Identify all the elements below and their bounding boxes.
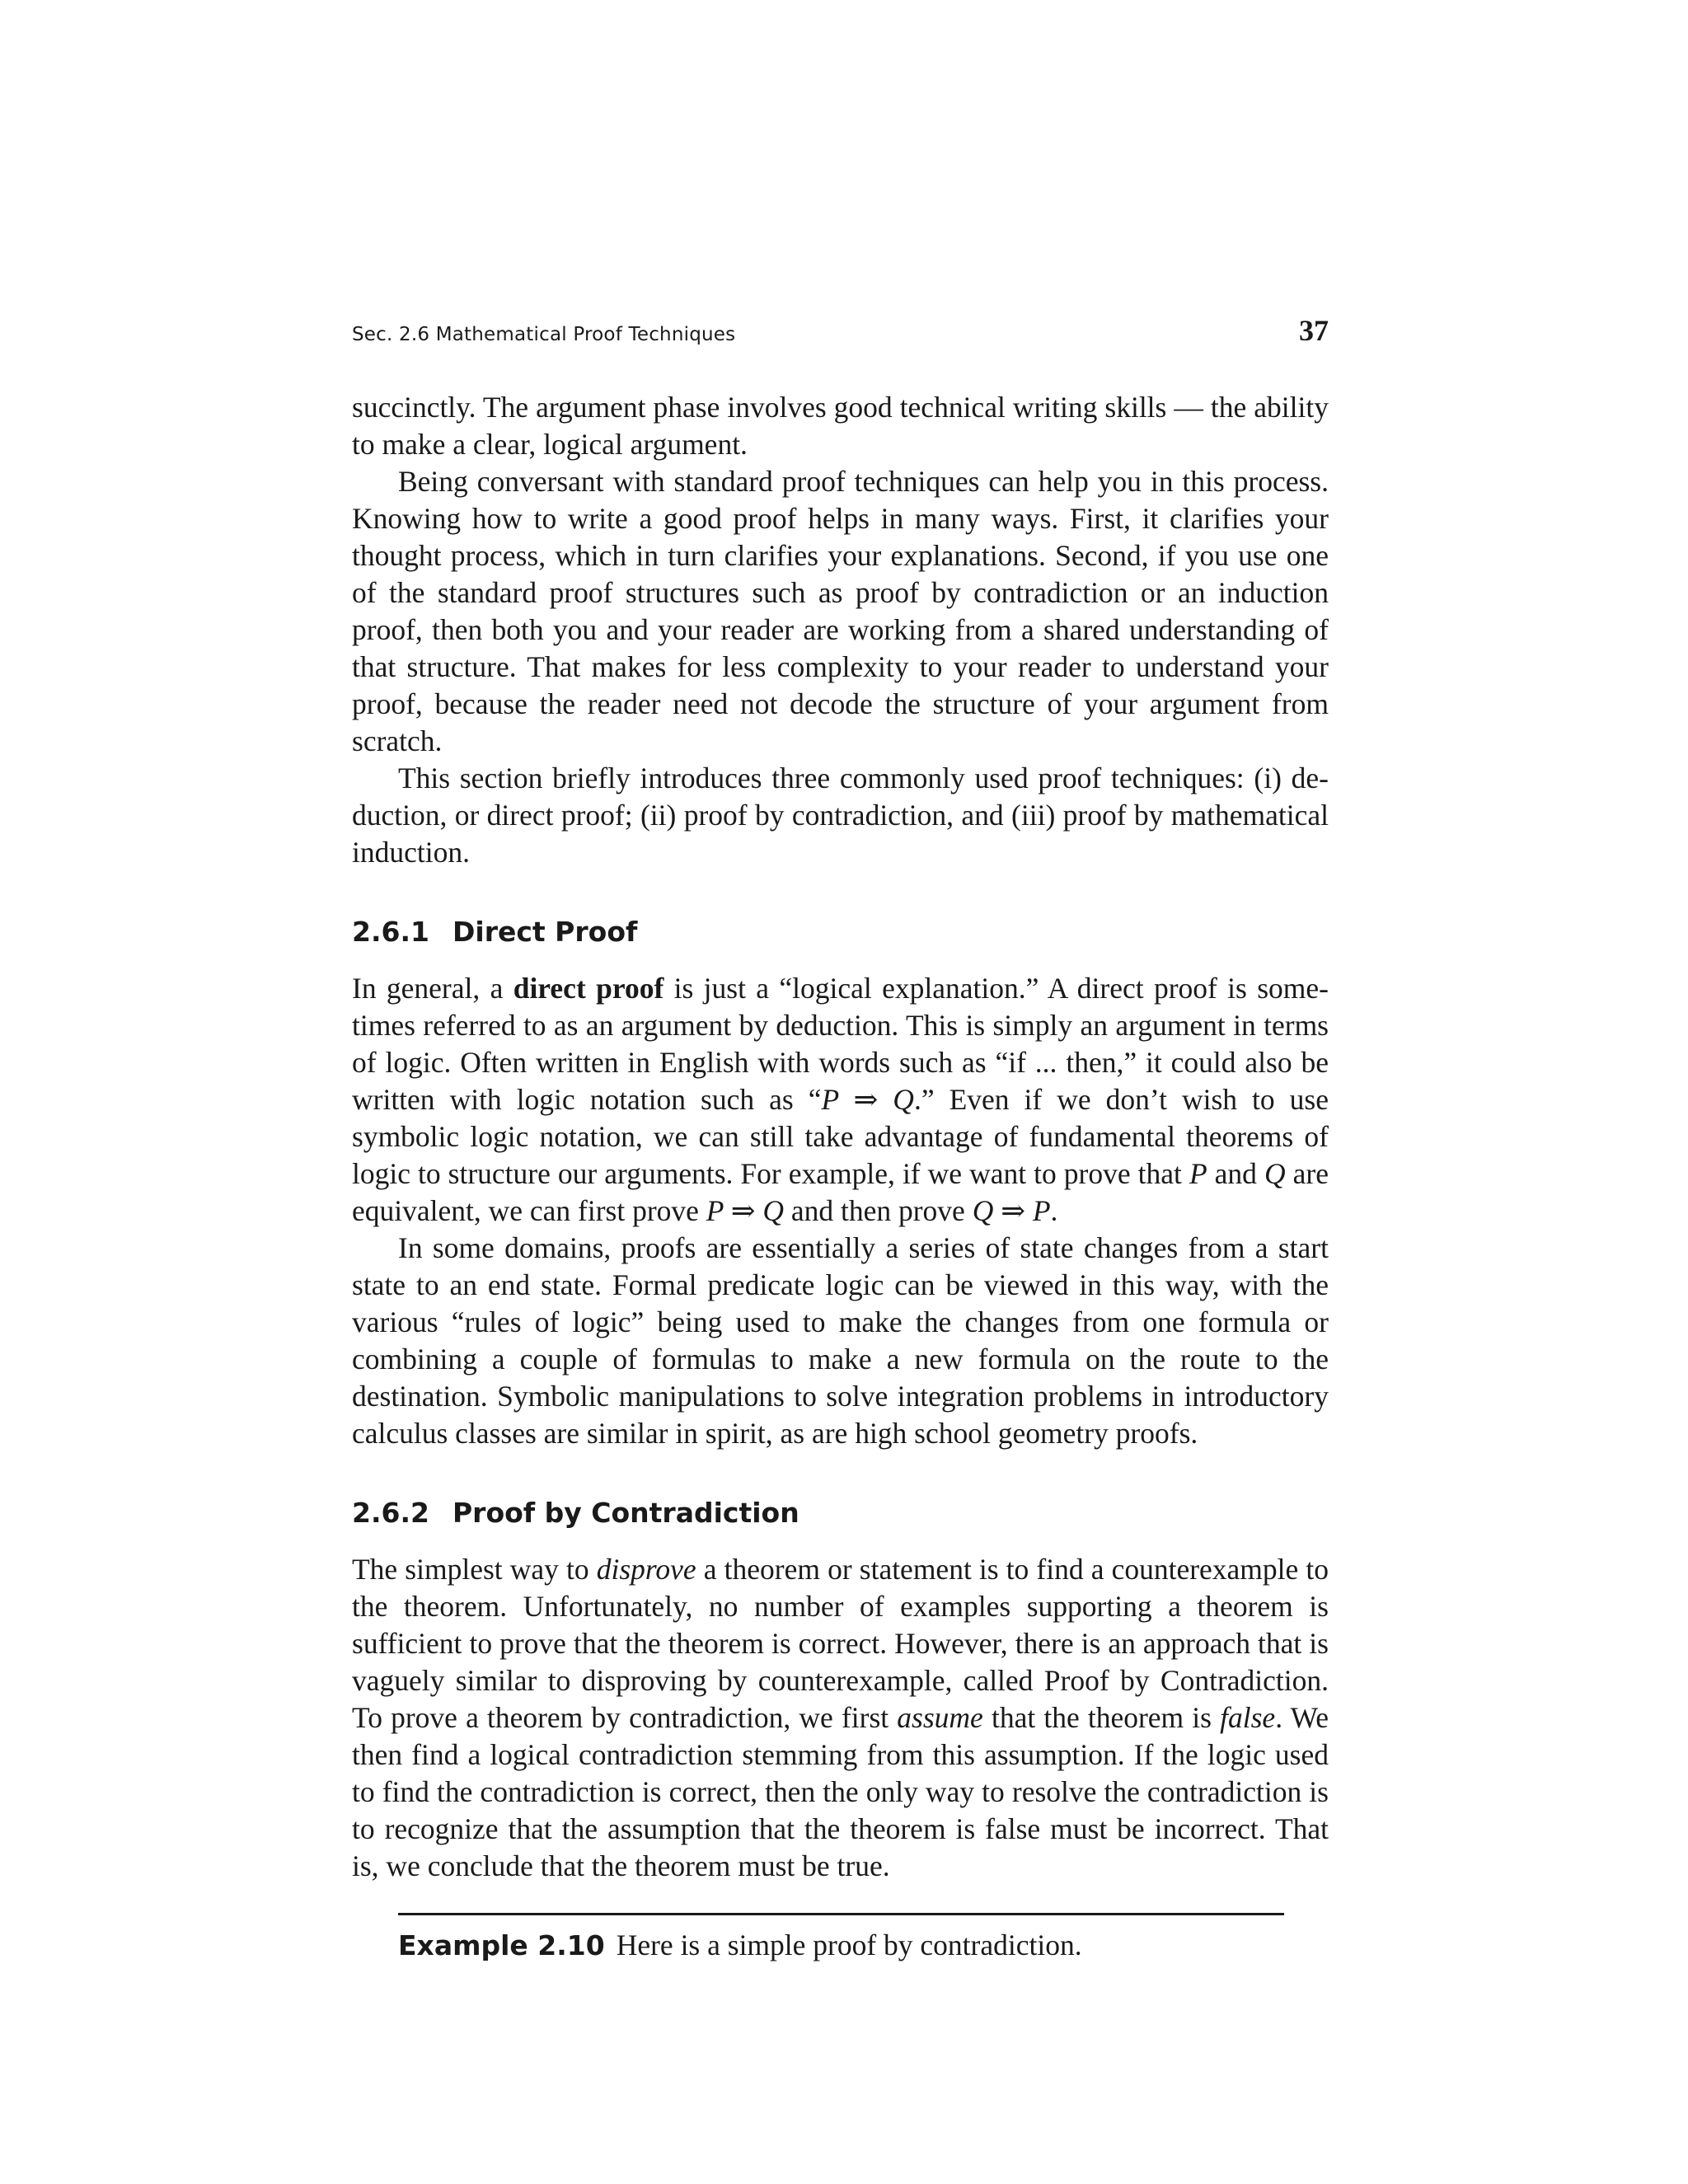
example-text: Here is a simple proof by contradiction. — [616, 1929, 1082, 1961]
math-p-implies-q-2: P ⇒ Q — [706, 1194, 784, 1227]
example-label: Example 2.10 — [398, 1929, 605, 1961]
book-page — [352, 313, 1329, 1964]
math-p-implies-q: P ⇒ Q — [821, 1083, 914, 1116]
subsection-number: 2.6.1 — [352, 916, 429, 948]
emphasis-false: false — [1220, 1701, 1276, 1734]
page-number: 37 — [1299, 314, 1329, 347]
example-divider — [398, 1913, 1284, 1915]
running-header — [352, 313, 1329, 359]
intro-paragraph-1: succinctly. The argument phase involves good technical writing skills — the ability to make a clear, logical argument. — [352, 391, 1329, 461]
math-p: P — [1189, 1157, 1207, 1190]
emphasis-assume: assume — [897, 1701, 983, 1734]
direct-proof-term: direct proof — [513, 972, 664, 1005]
emphasis-disprove: disprove — [596, 1553, 696, 1586]
subsection-title: Proof by Contradiction — [452, 1497, 799, 1529]
subsection-title: Direct Proof — [452, 916, 638, 948]
contradiction-paragraph: The simplest way to disprove a theorem or statement is to find a counterexample to the theorem. Unfortunately, no number of examples supporting a theorem is sufficient to prove that the theorem is correct. However, there is an approach that is vaguely similar to disproving by counterexample, called Proof by Contradiction. To prove a theorem by contradiction, we first assume that the theorem is false. We then find a logical contradiction stemming from this assumption. If the logic used to find the contradiction is correct, then the only way to resolve the contradiction is to recognize that the assumption that the theorem is false must be incorrect. That is, we conclude that the theorem must be true. — [352, 1553, 1329, 1882]
section-header: Sec. 2.6 Mathematical Proof Techniques — [352, 324, 736, 345]
intro-paragraph-2: Being conversant with standard proof techniques can help you in this process. Knowing how to write a good proof helps in many ways. First, it clarifies your thought process, which in turn clarifies your explanations. Second, if you use one of the standard proof structures such as proof by contradiction or an induction proof, then both you and your reader are working from a shared understanding of that structure. That makes for less complexity to your reader to understand your proof, because the reader need not decode the structure of your argument from scratch. — [352, 465, 1329, 757]
intro-paragraph-3: This section briefly introduces three commonly used proof techniques: (i) deduction, or direct proof; (ii) proof by contradiction, and (iii) proof by mathematical induction. — [352, 762, 1329, 869]
subsection-heading-proof-by-contradiction — [352, 1495, 1329, 1531]
math-q: Q — [1264, 1157, 1286, 1190]
direct-proof-paragraph-1: In general, a direct proof is just a “logical explanation.” A direct proof is sometimes referred to as an argument by deduction. This is simply an argument in terms of logic. Often written in English with words such as “if ... then,” it could also be written with logic notation such as “P ⇒ Q.” Even if we don’t wish to use symbolic logic notation, we can still take advantage of fundamental theorems of logic to structure our arguments. For example, if we want to prove that P and Q are equivalent, we can first prove P ⇒ Q and then prove Q ⇒ P. — [352, 972, 1329, 1227]
direct-proof-paragraph-2: In some domains, proofs are essentially a series of state changes from a start state to an end state. Formal predicate logic can be viewed in this way, with the various “rules of logic” being used to make the changes from one formula or combining a couple of formulas to make a new formula on the route to the destination. Symbolic manipulations to solve integration problems in introductory calculus classes are similar in spirit, as are high school geometry proofs. — [352, 1231, 1329, 1450]
math-q-implies-p: Q ⇒ P — [972, 1194, 1051, 1227]
example-block — [398, 1927, 1329, 1964]
subsection-heading-direct-proof — [352, 914, 1329, 950]
subsection-number: 2.6.2 — [352, 1497, 429, 1529]
